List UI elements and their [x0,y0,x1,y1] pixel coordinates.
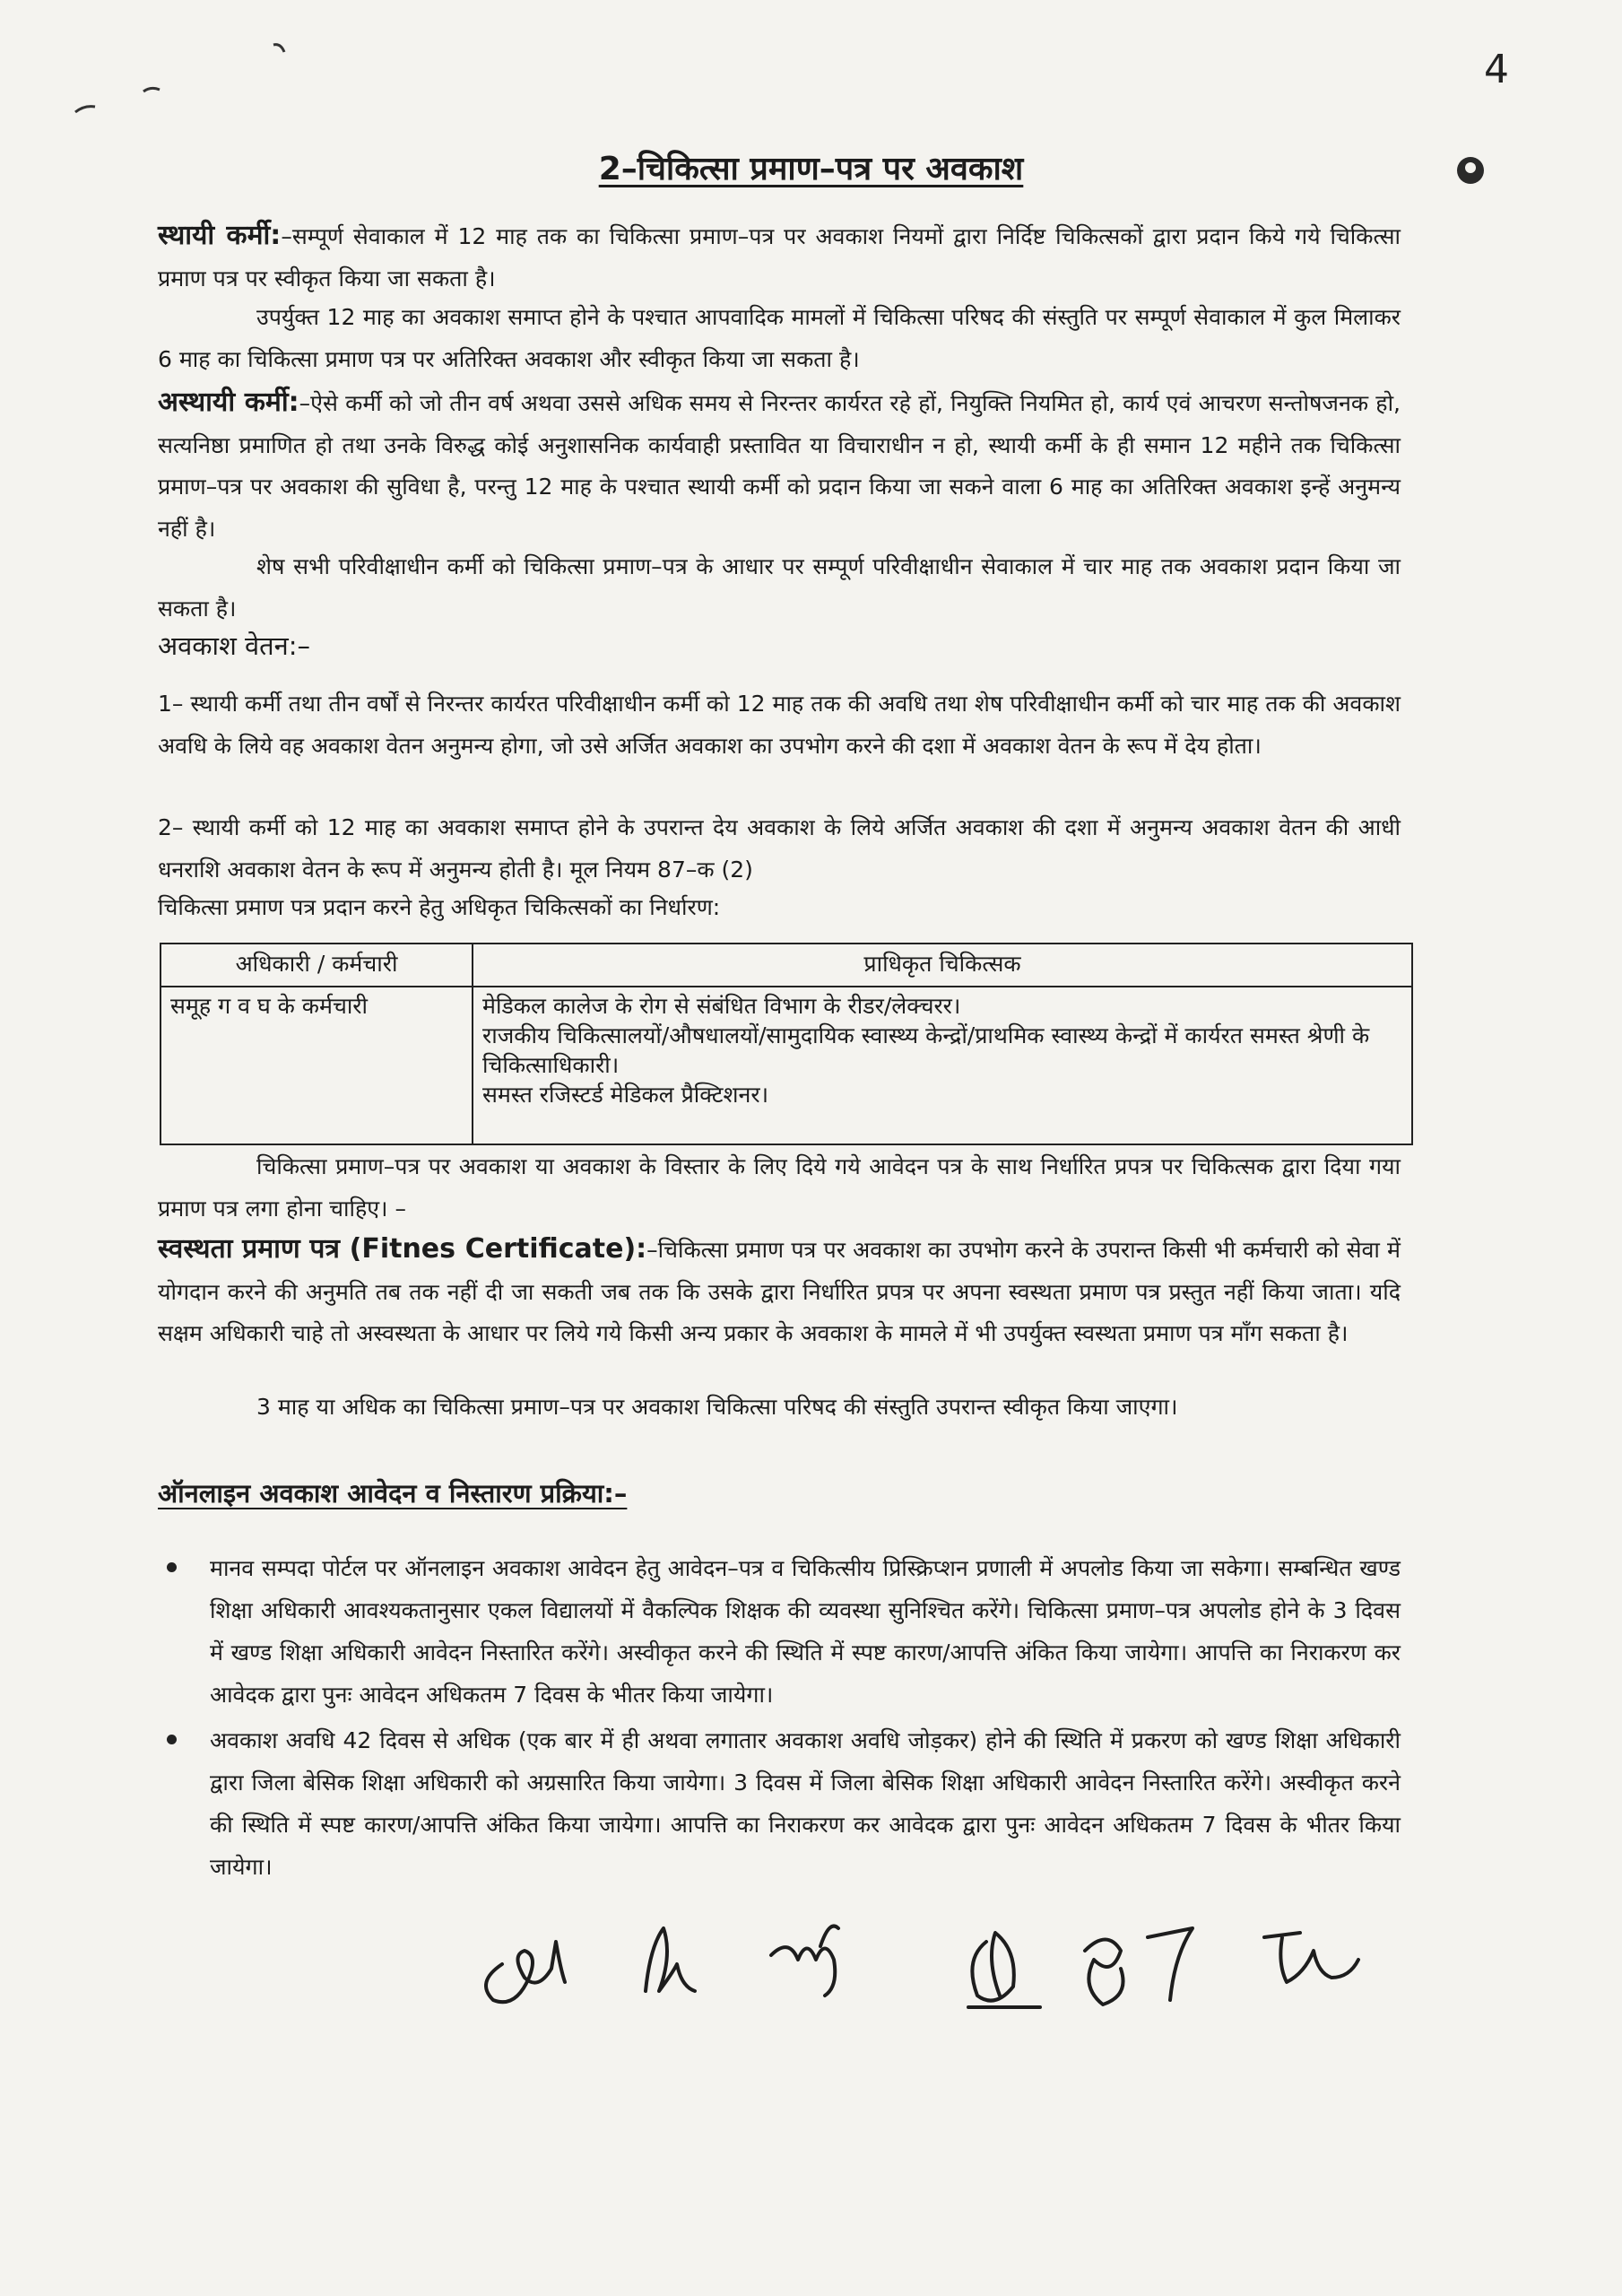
signature-2 [646,1928,695,1991]
online-process-list [210,1547,1401,1892]
medical-board-note-para: 3 माह या अधिक का चिकित्सा प्रमाण–पत्र पर अवकाश चिकित्सा परिषद की संस्तुति उपरान्त स्वीकृत किया जाएगा। [256,1394,1178,1420]
table-header-row [160,944,1412,987]
leave-salary-heading: अवकाश वेतन:– [158,631,311,661]
signature-6 [1264,1933,1358,1982]
list-item-text: अवकाश अवधि 42 दिवस से अधिक (एक बार में ही अथवा लगातार अवकाश अवधि जोड़कर) होने की स्थिति में प्रकरण को खण्ड शिक्षा अधिकारी द्वारा जिला बेसिक शिक्षा अधिकारी को अग्रसारित किया जायेगा। 3 दिवस में जिला बेसिक शिक्षा अधिकारी आवेदन निस्तारित करेंगे। अस्वीकृत करने की स्थिति में स्पष्ट कारण/आपत्ति अंकित किया जायेगा। आपत्ति का निराकरण कर आवेदक द्वारा पुनः आवेदन अधिकतम 7 दिवस के भीतर किया जायेगा। [210,1727,1401,1880]
table-row [160,987,1412,1144]
handwritten-signatures [466,1901,1453,2018]
leave-salary-point-2: 2– स्थायी कर्मी को 12 माह का अवकाश समाप्त होने के उपरान्त देय अवकाश के लिये अर्जित अवकाश की दशा में अनुमन्य अवकाश वेतन की आधी धनराशि अवकाश वेतन के रूप में अनुमन्य होती है। मूल नियम 87–क (2) [158,814,1401,883]
list-item-text: मानव सम्पदा पोर्टल पर ऑनलाइन अवकाश आवेदन हेतु आवेदन–पत्र व चिकित्सीय प्रिस्क्रिप्शन प्रणाली में अपलोड किया जा सकेगा। सम्बन्धित खण्ड शिक्षा अधिकारी आवश्यकतानुसार एकल विद्यालयों में वैकल्पिक शिक्षक की व्यवस्था सुनिश्चित करेंगे। चिकित्सा प्रमाण–पत्र अपलोड होने के 3 दिवस में खण्ड शिक्षा अधिकारी आवेदन निस्तारित करेंगे। अस्वीकृत करने की स्थिति में स्पष्ट कारण/आपत्ति अंकित किया जायेगा। आपत्ति का निराकरण कर आवेदक द्वारा पुनः आवेदन अधिकतम 7 दिवस के भीतर किया जायेगा। [210,1555,1401,1708]
table-cell-employee-group: समूह ग व घ के कर्मचारी [160,987,473,1144]
table-header-doctor: प्राधिकृत चिकित्सक [473,944,1412,987]
permanent-employee-text: –सम्पूर्ण सेवाकाल में 12 माह तक का चिकित्सा प्रमाण–पत्र पर अवकाश नियमों द्वारा निर्दिष्ट चिकित्सकों द्वारा प्रदान किये गये चिकित्सा प्रमाण पत्र पर स्वीकृत किया जा सकता है। [158,223,1401,291]
permanent-employee-lead: स्थायी कर्मी: [158,220,282,251]
fitness-certificate-lead: स्वस्थता प्रमाण पत्र (Fitnes Certificate): [158,1233,647,1265]
signature-1 [486,1942,565,2002]
online-process-heading: ऑनलाइन अवकाश आवेदन व निस्तारण प्रक्रिया:– [158,1478,628,1509]
signature-4 [968,1933,1040,2007]
signature-3 [771,1926,838,1996]
table-cell-authorized-doctors [473,987,1412,1144]
fitness-certificate-para [158,1229,1401,1355]
permanent-additional-leave-para: उपर्युक्त 12 माह का अवकाश समाप्त होने के पश्चात आपवादिक मामलों में चिकित्सा परिषद की संस्तुति पर सम्पूर्ण सेवाकाल में कुल मिलाकर 6 माह का चिकित्सा प्रमाण पत्र पर अतिरिक्त अवकाश और स्वीकृत किया जा सकता है। [158,304,1401,372]
list-item [210,1547,1401,1716]
list-item [210,1719,1401,1888]
temporary-employee-text: –ऐसे कर्मी को जो तीन वर्ष अथवा उससे अधिक समय से निरन्तर कार्यरत रहे हों, नियुक्ति नियमित हो, कार्य एवं आचरण सन्तोषजनक हो, सत्यनिष्ठा प्रमाणित हो तथा उनके विरुद्ध कोई अनुशासनिक कार्यवाही प्रस्तावित या विचाराधीन न हो, स्थायी कर्मी के ही समान 12 महीने तक चिकित्सा प्रमाण–पत्र पर अवकाश की सुविधा है, परन्तु 12 माह के पश्चात स्थायी कर्मी को प्रदान किया जा सकने वाला 6 माह का अतिरिक्त अवकाश इन्हें अनुमन्य नहीं है। [158,390,1401,542]
bullet-icon [167,1735,177,1744]
signature-5 [1085,1928,1193,2005]
margin-pen-marks [72,27,305,126]
doctor-line-registered-practitioner: समस्त रजिस्टर्ड मेडिकल प्रैक्टिशनर। [482,1082,769,1108]
probation-employee-para: शेष सभी परिवीक्षाधीन कर्मी को चिकित्सा प्रमाण–पत्र के आधार पर सम्पूर्ण परिवीक्षाधीन सेवाकाल में चार माह तक अवकाश प्रदान किया जा सकता है। [158,553,1401,622]
leave-salary-point-1: 1– स्थायी कर्मी तथा तीन वर्षों से निरन्तर कार्यरत परिवीक्षाधीन कर्मी को 12 माह तक की अवधि तथा शेष परिवीक्षाधीन कर्मी को चार माह तक की अवकाश अवधि के लिये वह अवकाश वेतन अनुमन्य होगा, जो उसे अर्जित अवकाश का उपभोग करने की दशा में अवकाश वेतन के रूप में देय होता। [158,691,1401,759]
table-caption: चिकित्सा प्रमाण पत्र प्रदान करने हेतु अधिकृत चिकित्सकों का निर्धारण: [158,894,721,920]
bullet-icon [167,1562,177,1572]
authorized-doctors-table [160,943,1413,1145]
temporary-employee-para [158,382,1401,550]
temporary-employee-lead: अस्थायी कर्मी: [158,387,299,418]
table-header-officer: अधिकारी / कर्मचारी [160,944,473,987]
permanent-employee-para [158,215,1401,300]
doctor-line-medical-college: मेडिकल कालेज के रोग से संबंधित विभाग के रीडर/लेक्चरर। [482,993,961,1019]
fitness-certificate-text: –चिकित्सा प्रमाण पत्र पर अवकाश का उपभोग करने के उपरान्त किसी भी कर्मचारी को सेवा में योगदान करने की अनुमति तब तक नहीं दी जा सकती जब तक कि उसके द्वारा निर्धारित प्रपत्र पर अपना स्वस्थता प्रमाण पत्र प्रस्तुत नहीं किया जाता। यदि सक्षम अधिकारी चाहे तो अस्वस्थता के आधार पर लिये गये किसी अन्य प्रकार के अवकाश के मामले में भी उपर्युक्त स्वस्थता प्रमाण पत्र माँग सकता है। [158,1237,1401,1346]
page-title: 2–चिकित्सा प्रमाण–पत्र पर अवकाश [598,151,1024,187]
doctor-line-government-hospitals: राजकीय चिकित्सालयों/औषधालयों/सामुदायिक स्वास्थ्य केन्द्रों/प्राथमिक स्वास्थ्य केन्द्रों में कार्यरत समस्त श्रेणी के चिकित्साधिकारी। [482,1022,1370,1078]
page-number: 4 [1484,47,1509,92]
application-note-para: चिकित्सा प्रमाण–पत्र पर अवकाश या अवकाश के विस्तार के लिए दिये गये आवेदन पत्र के साथ निर्धारित प्रपत्र पर चिकित्सक द्वारा दिया गया प्रमाण पत्र लगा होना चाहिए। – [158,1153,1401,1222]
